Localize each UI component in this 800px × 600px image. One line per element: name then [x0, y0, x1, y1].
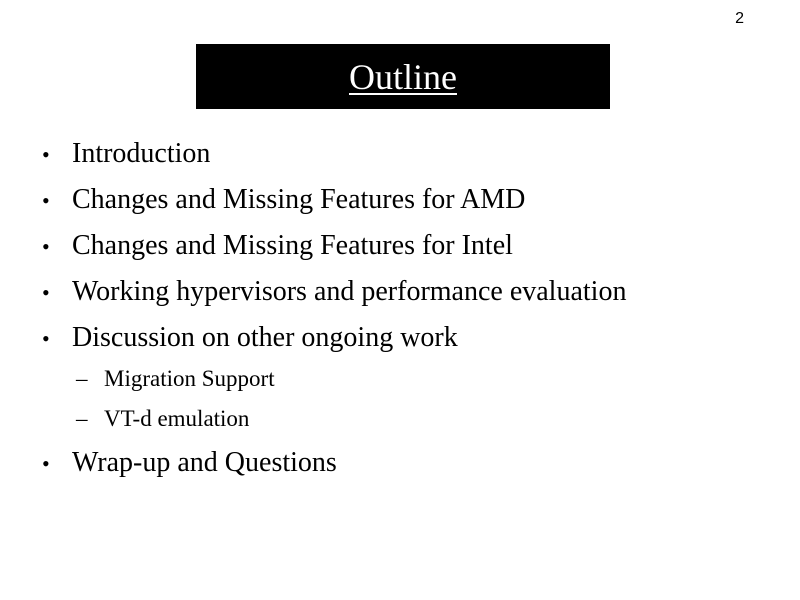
list-item-label: Changes and Missing Features for AMD: [72, 184, 526, 215]
list-item-label: Working hypervisors and performance evaluation: [72, 276, 627, 307]
list-item: [42, 184, 782, 230]
bullet-icon: •: [42, 280, 50, 305]
list-item: [42, 447, 782, 493]
sub-list-item: [42, 405, 782, 445]
sub-list-item: [42, 365, 782, 405]
list-item: [42, 322, 782, 368]
bullet-icon: •: [42, 188, 50, 213]
bullet-icon: •: [42, 142, 50, 167]
title-banner: [196, 44, 610, 109]
slide-title: Outline: [349, 56, 457, 97]
dash-icon: –: [76, 366, 88, 391]
bullet-icon: •: [42, 451, 50, 476]
list-item: [42, 138, 782, 184]
list-item-label: Discussion on other ongoing work: [72, 322, 458, 353]
page-number: 2: [735, 10, 744, 27]
list-item-label: Wrap-up and Questions: [72, 447, 337, 478]
dash-icon: –: [76, 406, 88, 431]
list-item: [42, 230, 782, 276]
list-item-label: Introduction: [72, 138, 211, 169]
bullet-icon: •: [42, 326, 50, 351]
outline-list: [42, 138, 782, 493]
bullet-icon: •: [42, 234, 50, 259]
list-item-label: Changes and Missing Features for Intel: [72, 230, 513, 261]
list-item: [42, 276, 782, 322]
sub-list-item-label: VT-d emulation: [104, 406, 250, 431]
sub-list-item-label: Migration Support: [104, 366, 275, 391]
